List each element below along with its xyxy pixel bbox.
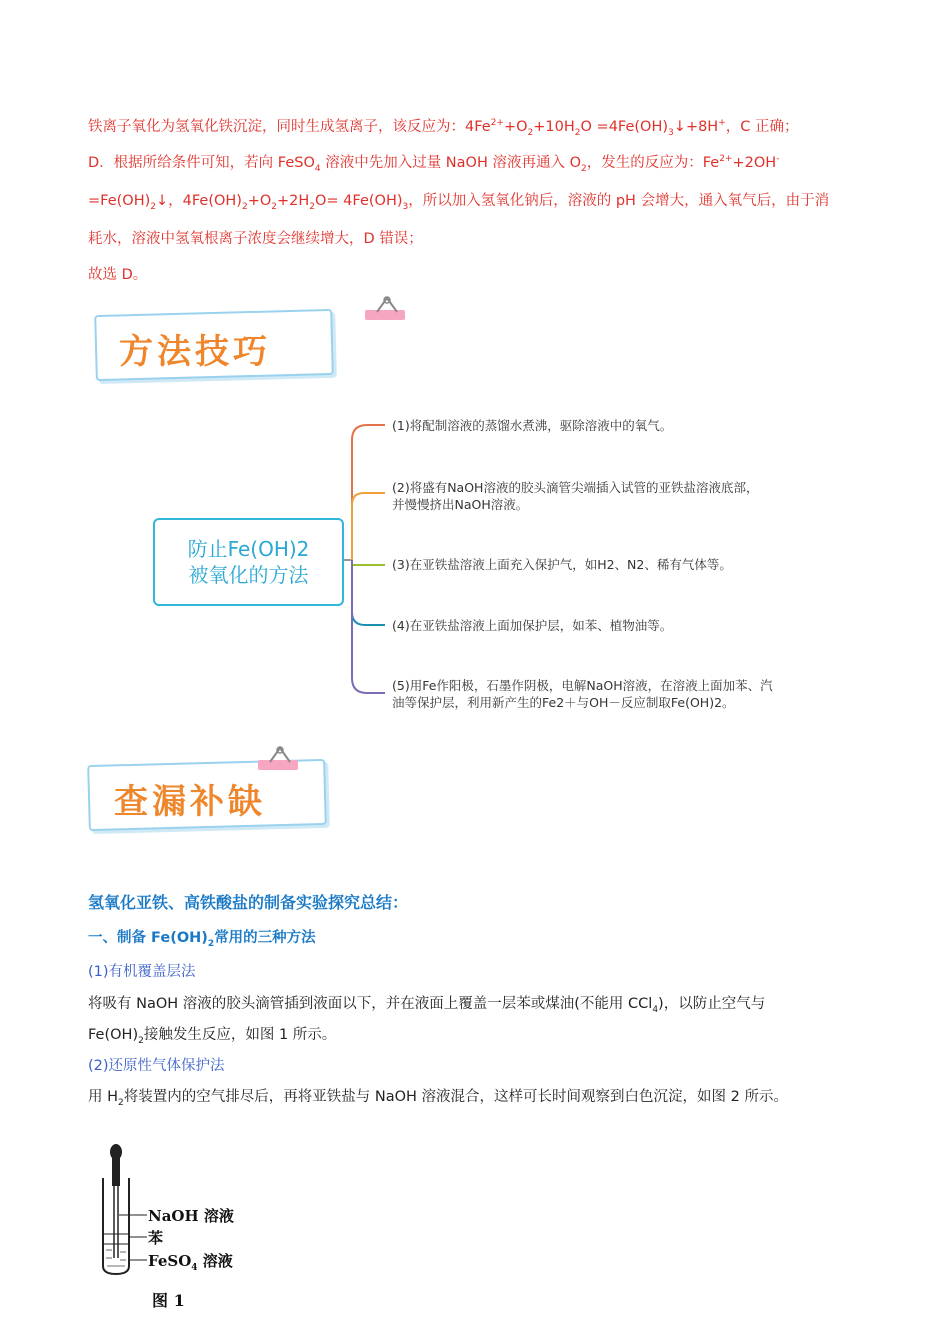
text: 将吸有 NaOH 溶液的胶头滴管插到液面以下，并在液面上覆盖一层苯或煤油(不能用 CCl [88, 996, 653, 1012]
mindmap-center-line: 防止Fe(OH)2 [187, 537, 310, 561]
text: ↓+8H [673, 119, 719, 135]
text: 溶液中先加入过量 NaOH 溶液再通入 O [320, 155, 581, 171]
banner-title: 方法技巧 [119, 332, 271, 372]
section-heading: 氢氧化亚铁、高铁酸盐的制备实验探究总结： [88, 893, 409, 912]
text: +O [503, 119, 528, 135]
text: O =4Fe(OH) [580, 119, 669, 135]
banner-fill-gaps [88, 762, 333, 834]
mindmap-item-line: 并慢慢挤出NaOH溶液。 [392, 497, 529, 512]
figure-1-apparatus [95, 1140, 155, 1280]
mindmap-center-line: 被氧化的方法 [188, 563, 309, 587]
sub: 2 [241, 201, 248, 212]
sup: 2+ [490, 118, 504, 129]
sub: 3 [668, 127, 674, 138]
text: O= 4Fe(OH) [315, 193, 403, 209]
sub: 2 [118, 1097, 124, 1108]
text: +O [247, 193, 272, 209]
mindmap-item-line: (1)将配制溶液的蒸馏水煮沸，驱除溶液中的氧气。 [392, 418, 673, 433]
sub: 4 [314, 163, 321, 174]
text: 溶液 [197, 1252, 233, 1270]
mindmap-item-4 [392, 617, 672, 634]
banner-title: 查漏补缺 [114, 782, 266, 822]
sup: + [718, 118, 726, 129]
mindmap-item-line: (2)将盛有NaOH溶液的胶头滴管尖端插入试管的亚铁盐溶液底部， [392, 480, 759, 495]
sub: 2 [271, 201, 277, 212]
text: Fe(OH) [88, 1027, 139, 1043]
text: ，C 正确； [725, 119, 799, 135]
text: D．根据所给条件可知，若向 FeSO [88, 155, 315, 171]
mindmap-item-line: (3)在亚铁盐溶液上面充入保护气，如H2、N2、稀有气体等。 [392, 557, 732, 572]
text: 接触发生反应，如图 1 所示。 [143, 1027, 337, 1043]
mindmap-item-line: (4)在亚铁盐溶液上面加保护层，如苯、植物油等。 [392, 618, 673, 633]
mindmap-item-5 [392, 677, 773, 711]
sub: 2 [574, 127, 581, 138]
sup: 2+ [719, 154, 733, 165]
text: )，以防止空气与 [658, 996, 766, 1012]
text: FeSO [148, 1252, 192, 1270]
figure-1-label-naoh: NaOH 溶液 [148, 1207, 234, 1225]
text: +10H [533, 119, 575, 135]
sub: 2 [581, 163, 587, 174]
text: 一、制备 Fe(OH) [88, 930, 208, 946]
sub: 3 [402, 201, 409, 212]
figure-1-label-benzene: 苯 [148, 1229, 164, 1247]
method-2-title: (2)还原性气体保护法 [88, 1058, 225, 1074]
sub: 2 [138, 1035, 144, 1046]
mindmap-item-2 [392, 479, 758, 513]
sub: 2 [527, 127, 534, 138]
figure-1-caption: 图 1 [152, 1291, 185, 1310]
text: =Fe(OH) [88, 193, 151, 209]
sub: 2 [309, 201, 316, 212]
text: 铁离子氧化为氢氧化铁沉淀，同时生成氢离子，该反应为：4Fe [88, 119, 491, 135]
text: 用 H [88, 1089, 119, 1105]
sub: 4 [191, 1263, 198, 1273]
sup: - [776, 154, 780, 165]
method-1-line-1 [88, 992, 765, 1013]
paperclip-icon [250, 746, 310, 776]
sub: 2 [150, 201, 156, 212]
method-1-title: (1)有机覆盖层法 [88, 964, 196, 980]
section-sub-heading [88, 926, 316, 947]
text: +2H [277, 193, 310, 209]
method-2-line-1 [88, 1085, 788, 1106]
mindmap-center-node [153, 518, 344, 606]
text: 将装置内的空气排尽后，再将亚铁盐与 NaOH 溶液混合，这样可长时间观察到白色沉淀，如图 2 所示。 [123, 1089, 788, 1105]
figure-1-label-feso4 [148, 1250, 233, 1271]
text: 常用的三种方法 [214, 930, 316, 946]
answer-line-5: 故选 D。 [88, 267, 148, 283]
mindmap-item-1 [392, 417, 672, 434]
sub: 4 [652, 1004, 659, 1015]
mindmap-item-line: (5)用Fe作阳极，石墨作阴极，电解NaOH溶液，在溶液上面加苯、汽 [392, 678, 773, 693]
text: ，所以加入氢氧化钠后，溶液的 pH 会增大，通入氧气后，由于消 [408, 193, 830, 209]
answer-line-4: 耗水，溶液中氢氧根离子浓度会继续增大，D 错误； [88, 231, 423, 247]
text: ，发生的反应为：Fe [586, 155, 720, 171]
sub: 2 [207, 938, 215, 949]
method-1-line-2 [88, 1023, 336, 1044]
mindmap-item-3 [392, 556, 732, 573]
mindmap-item-line: 油等保护层，利用新产生的Fe2＋与OH－反应制取Fe(OH)2。 [392, 695, 735, 710]
text: +2OH [732, 155, 777, 171]
text: ↓，4Fe(OH) [155, 193, 242, 209]
